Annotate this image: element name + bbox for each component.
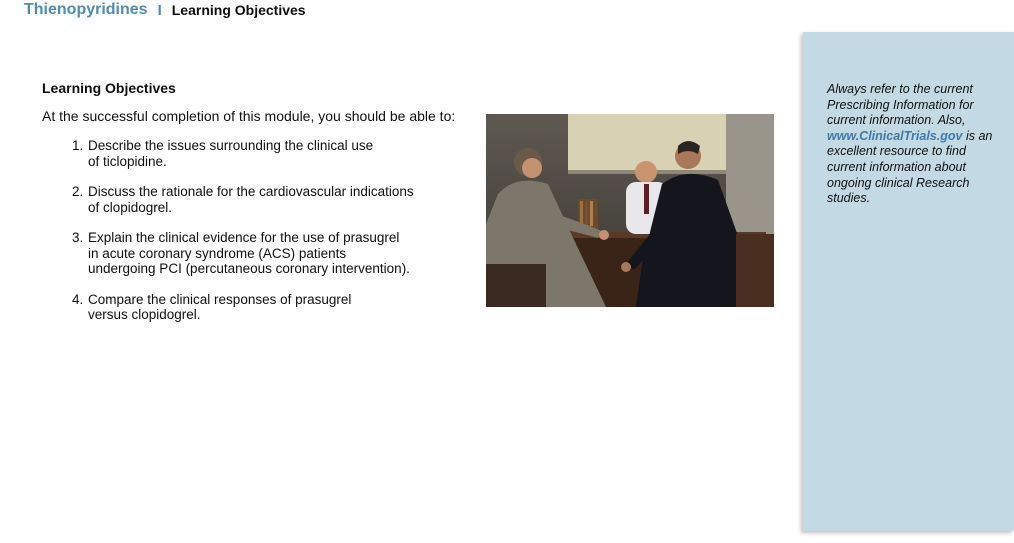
- module-title: Thienopyridines: [24, 1, 148, 18]
- objective-item: [72, 138, 482, 169]
- objective-text: Describe the issues surrounding the clinical use of ticlopidine.: [88, 138, 374, 169]
- section-title: Learning Objectives: [171, 2, 306, 18]
- header-breadcrumb: [24, 0, 306, 20]
- note-text-after: is an excellent resource to find current information about ongoing clinical Research studies.: [827, 128, 993, 206]
- prescribing-note: [827, 82, 1007, 207]
- objective-item: [72, 292, 482, 323]
- objective-text: Discuss the rationale for the cardiovascular indications of clopidogrel.: [88, 184, 414, 215]
- note-text-before: Always refer to the current Prescribing Information for current information. Also,: [827, 82, 974, 128]
- objective-item: [72, 184, 482, 215]
- meeting-photo: [486, 114, 774, 307]
- objective-number: 1.: [72, 138, 84, 153]
- objectives-heading: Learning Objectives: [42, 80, 176, 96]
- meeting-photo-illustration: [486, 114, 774, 307]
- objective-number: 2.: [72, 184, 84, 199]
- main-content: [42, 80, 482, 338]
- objective-number: 4.: [72, 291, 84, 307]
- objective-text: Compare the clinical responses of prasugrel versus clopidogrel.: [88, 291, 352, 322]
- objective-number: 3.: [72, 230, 84, 245]
- breadcrumb-separator: I: [157, 1, 162, 19]
- objectives-list: [42, 138, 482, 323]
- info-sidebar: [803, 32, 1014, 531]
- objective-item: [72, 230, 482, 277]
- objectives-intro: At the successful completion of this module, you should be able to:: [42, 108, 456, 124]
- objective-text: Explain the clinical evidence for the use of prasugrel in acute coronary syndrome (ACS) patients undergoing PCI (percutaneous coronary intervention).: [88, 230, 410, 276]
- clinicaltrials-link[interactable]: www.ClinicalTrials.gov: [827, 128, 963, 143]
